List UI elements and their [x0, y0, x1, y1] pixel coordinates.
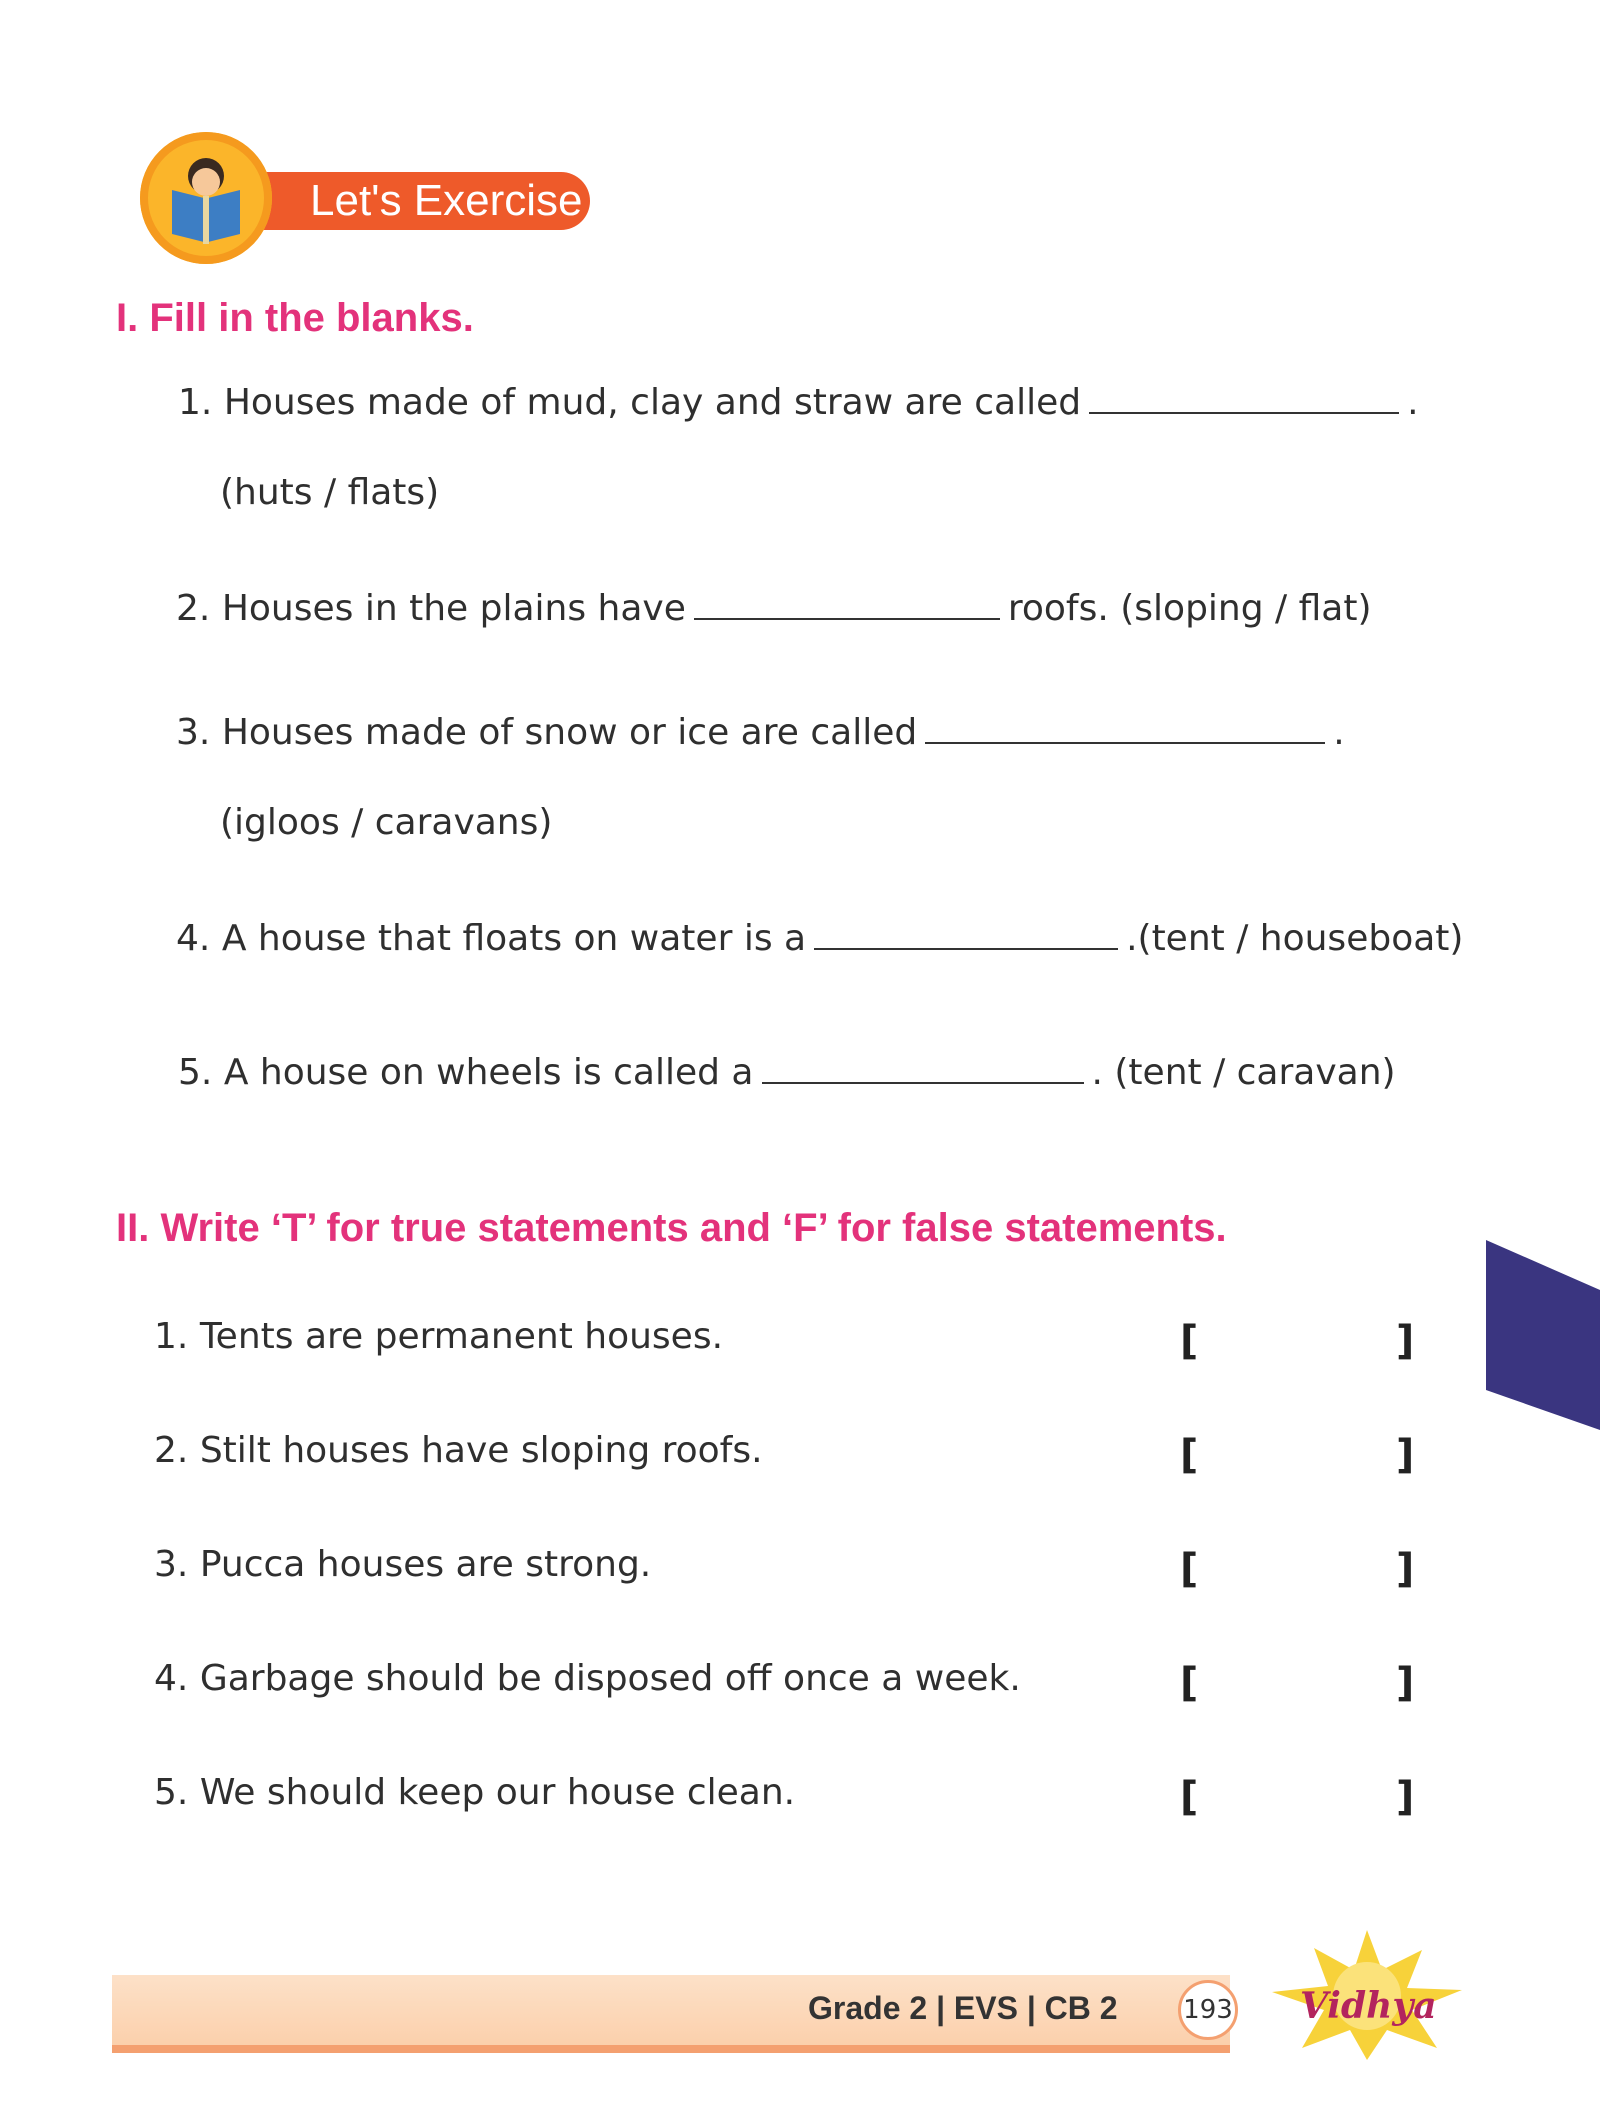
badge-label: Let's Exercise	[250, 172, 590, 230]
tf-bracket-close: ]	[1396, 1318, 1415, 1364]
tf-item-3: 3. Pucca houses are strong.	[154, 1544, 652, 1585]
tf-item-5: 5. We should keep our house clean.	[154, 1772, 796, 1813]
answer-blank[interactable]	[694, 617, 1000, 620]
fill-item-5: 5. A house on wheels is called a . (tent / caravan)	[178, 1052, 1396, 1093]
answer-blank[interactable]	[762, 1081, 1084, 1084]
page-number: 193	[1178, 1980, 1238, 2040]
tf-bracket-close: ]	[1396, 1660, 1415, 1706]
lets-exercise-badge	[140, 132, 600, 272]
tf-bracket-open: [	[1180, 1660, 1199, 1706]
fill-item-1: 1. Houses made of mud, clay and straw are called .	[178, 382, 1419, 423]
logo-text: Vidhya	[1300, 1985, 1437, 2027]
side-tab	[1486, 1240, 1600, 1430]
fill-item-2: 2. Houses in the plains have roofs. (sloping / flat)	[176, 588, 1372, 629]
tf-bracket-close: ]	[1396, 1546, 1415, 1592]
tf-bracket-open: [	[1180, 1318, 1199, 1364]
tf-item-2: 2. Stilt houses have sloping roofs.	[154, 1430, 763, 1471]
answer-blank[interactable]	[814, 947, 1118, 950]
answer-blank[interactable]	[1089, 411, 1399, 414]
section-2-title: II. Write ‘T’ for true statements and ‘F’ for false statements.	[116, 1206, 1227, 1250]
tf-bracket-open: [	[1180, 1774, 1199, 1820]
tf-item-1: 1. Tents are permanent houses.	[154, 1316, 724, 1357]
tf-bracket-close: ]	[1396, 1774, 1415, 1820]
tf-bracket-open: [	[1180, 1546, 1199, 1592]
fill-item-4: 4. A house that floats on water is a .(tent / houseboat)	[176, 918, 1464, 959]
tf-bracket-close: ]	[1396, 1432, 1415, 1478]
tf-bracket-open: [	[1180, 1432, 1199, 1478]
fill-item-1-options: (huts / flats)	[220, 472, 440, 513]
section-1-title: I. Fill in the blanks.	[116, 296, 474, 340]
fill-item-3: 3. Houses made of snow or ice are called .	[176, 712, 1345, 753]
book-reader-icon	[140, 132, 272, 264]
footer-grade-info: Grade 2 | EVS | CB 2	[808, 1990, 1118, 2026]
answer-blank[interactable]	[925, 741, 1325, 744]
tf-item-4: 4. Garbage should be disposed off once a week.	[154, 1658, 1021, 1699]
fill-item-3-options: (igloos / caravans)	[220, 802, 553, 843]
